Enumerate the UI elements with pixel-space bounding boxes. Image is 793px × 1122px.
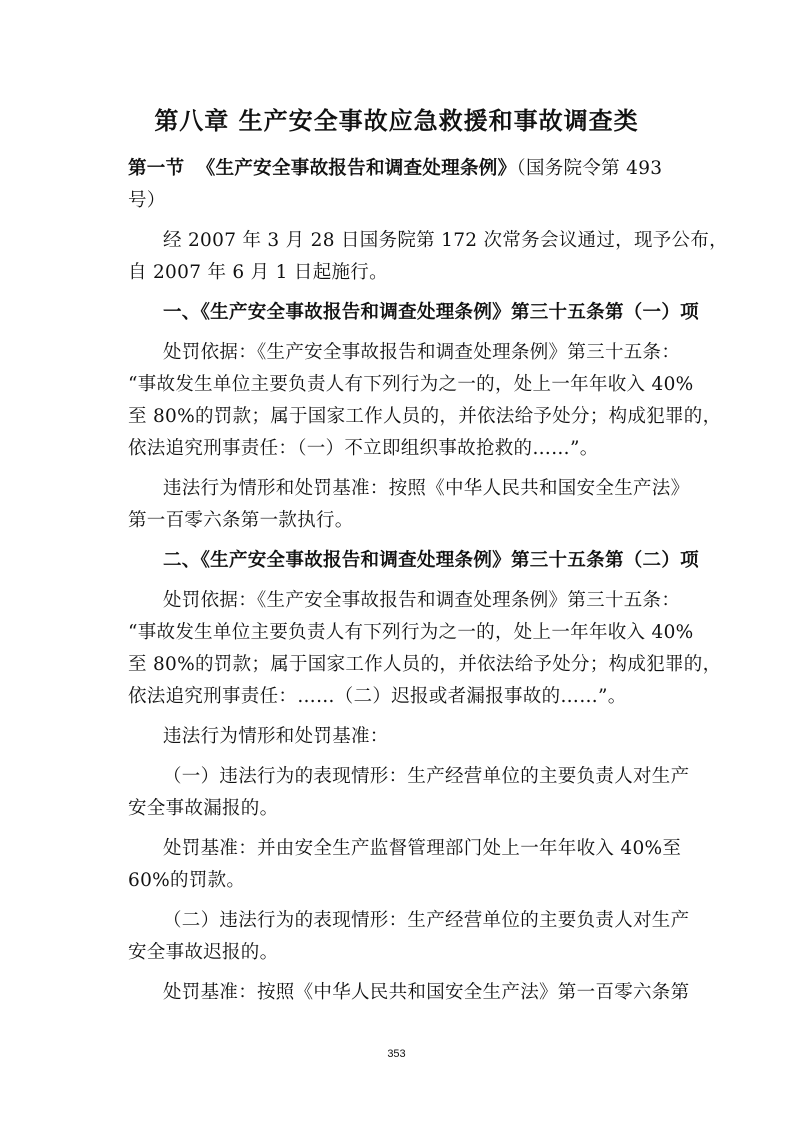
item1-basis-line-4: 依法追究刑事责任：（一）不立即组织事故抢救的……”。 [128,438,599,459]
item2-case1-line-2: 安全事故漏报的。 [128,798,279,819]
item1-standard-line-1: 违法行为情形和处罚基准：按照《中华人民共和国安全生产法》 [163,478,690,499]
section-label: 第一节 [128,158,185,179]
intro-line-1: 经 2007 年 3 月 28 日国务院第 172 次常务会议通过，现予公布， [163,230,728,251]
item1-standard-line-2: 第一百零六条第一款执行。 [128,510,354,531]
item2-standard-intro: 违法行为情形和处罚基准： [163,726,389,747]
item1-basis-line-3: 至 80%的罚款；属于国家工作人员的，并依法给予处分；构成犯罪的， [128,406,722,427]
item2-case1-penalty-line-2: 60%的罚款。 [128,870,246,891]
section-ref-cont: 号） [128,190,166,211]
item2-basis-line-4: 依法追究刑事责任：……（二）迟报或者漏报事故的……”。 [128,686,627,707]
item2-basis-line-3: 至 80%的罚款；属于国家工作人员的，并依法给予处分；构成犯罪的， [128,654,722,675]
item2-case2-line-1: （二）违法行为的表现情形：生产经营单位的主要负责人对生产 [163,910,690,931]
item1-basis-line-2: “事故发生单位主要负责人有下列行为之一的，处上一年年收入 40% [128,374,694,395]
section-ref: （国务院令第 493 [516,158,663,179]
item2-basis-line-1: 处罚依据：《生产安全事故报告和调查处理条例》第三十五条： [163,590,681,611]
intro-line-2: 自 2007 年 6 月 1 日起施行。 [128,262,388,283]
item1-basis-line-1: 处罚依据：《生产安全事故报告和调查处理条例》第三十五条： [163,342,681,363]
item1-heading: 一、《生产安全事故报告和调查处理条例》第三十五条第（一）项 [163,302,699,323]
item2-heading: 二、《生产安全事故报告和调查处理条例》第三十五条第（二）项 [163,550,699,571]
chapter-title: 第八章 生产安全事故应急救援和事故调查类 [154,106,639,135]
page-number: 353 [387,1048,406,1060]
section-heading-line-1 [128,157,662,181]
item2-basis-line-2: “事故发生单位主要负责人有下列行为之一的，处上一年年收入 40% [128,622,694,643]
item2-case2-line-2: 安全事故迟报的。 [128,942,279,963]
item2-case1-penalty-line-1: 处罚基准：并由安全生产监督管理部门处上一年年收入 40%至 [163,838,682,859]
section-title: 《生产安全事故报告和调查处理条例》 [196,158,517,179]
item2-case2-penalty-line: 处罚基准：按照《中华人民共和国安全生产法》第一百零六条第 [163,982,690,1003]
item2-case1-line-1: （一）违法行为的表现情形：生产经营单位的主要负责人对生产 [163,766,690,787]
